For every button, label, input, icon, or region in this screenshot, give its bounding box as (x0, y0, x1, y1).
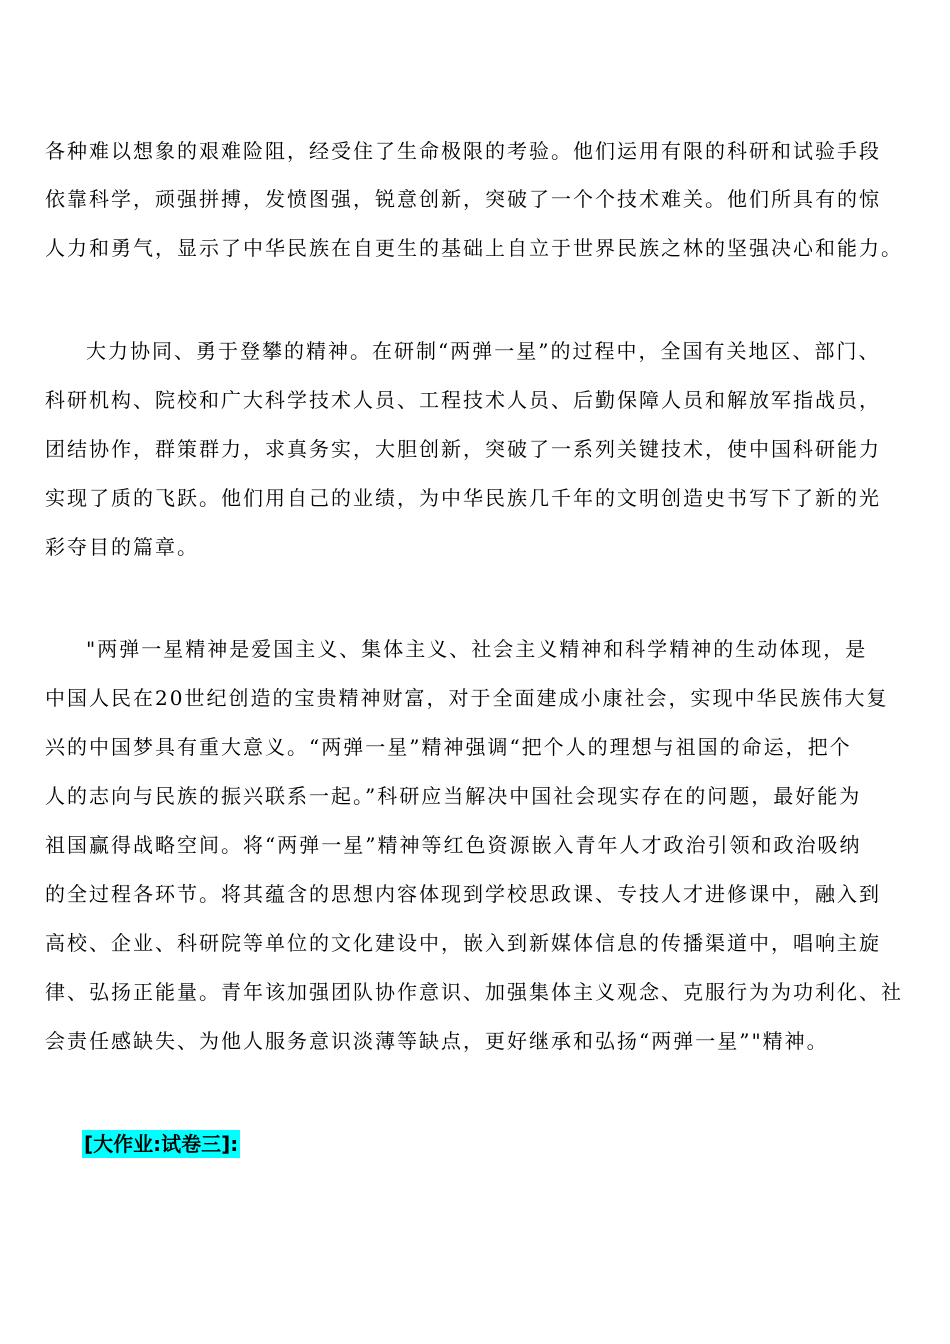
paragraph-line: 会责任感缺失、为他人服务意识淡薄等缺点，更好继承和弘扬“两弹一星”"精神。 (45, 1029, 829, 1053)
paragraph-line: 中国人民在20世纪创造的宝贵精神财富，对于全面建成小康社会，实现中华民族伟大复 (45, 686, 889, 710)
paragraph-line: 科研机构、院校和广大科学技术人员、工程技术人员、后勤保障人员和解放军指战员， (45, 388, 881, 412)
paragraph-line: 大力协同、勇于登攀的精神。在研制“两弹一星”的过程中，全国有关地区、部门、 (64, 339, 881, 363)
paragraph-line: 律、弘扬正能量。青年该加强团队协作意识、加强集体主义观念、克服行为为功利化、社 (45, 980, 903, 1004)
paragraph-line: 依靠科学，顽强拼搏，发愤图强，锐意创新，突破了一个个技术难关。他们所具有的惊 (45, 187, 881, 211)
paragraph-line: 人力和勇气，显示了中华民族在自更生的基础上自立于世界民族之林的坚强决心和能力。 (45, 236, 903, 260)
paragraph-line: 彩夺目的篇章。 (45, 535, 199, 559)
paragraph-line: 团结协作，群策群力，求真务实，大胆创新，突破了一系列关键技术，使中国科研能力 (45, 437, 881, 461)
paragraph-line: 祖国赢得战略空间。将“两弹一星”精神等红色资源嵌入青年人才政治引领和政治吸纳 (45, 833, 862, 857)
paragraph-line: "两弹一星精神是爱国主义、集体主义、社会主义精神和科学精神的生动体现，是 (64, 637, 868, 661)
paragraph-line: 的全过程各环节。将其蕴含的思想内容体现到学校思政课、专技人才进修课中，融入到 (45, 882, 881, 906)
paragraph-line: 实现了质的飞跃。他们用自己的业绩，为中华民族几千年的文明创造史书写下了新的光 (45, 486, 881, 510)
paragraph-line: 人的志向与民族的振兴联系一起。”科研应当解决中国社会现实存在的问题，最好能为 (45, 784, 862, 808)
paragraph-line: 兴的中国梦具有重大意义。“两弹一星”精神强调“把个人的理想与祖国的命运，把个 (45, 735, 852, 759)
assignment-heading: [大作业:试卷三]: (84, 1132, 239, 1156)
paragraph-line: 各种难以想象的艰难险阻，经受住了生命极限的考验。他们运用有限的科研和试验手段 (45, 139, 881, 163)
paragraph-line: 高校、企业、科研院等单位的文化建设中，嵌入到新媒体信息的传播渠道中，唱响主旋 (45, 931, 881, 955)
